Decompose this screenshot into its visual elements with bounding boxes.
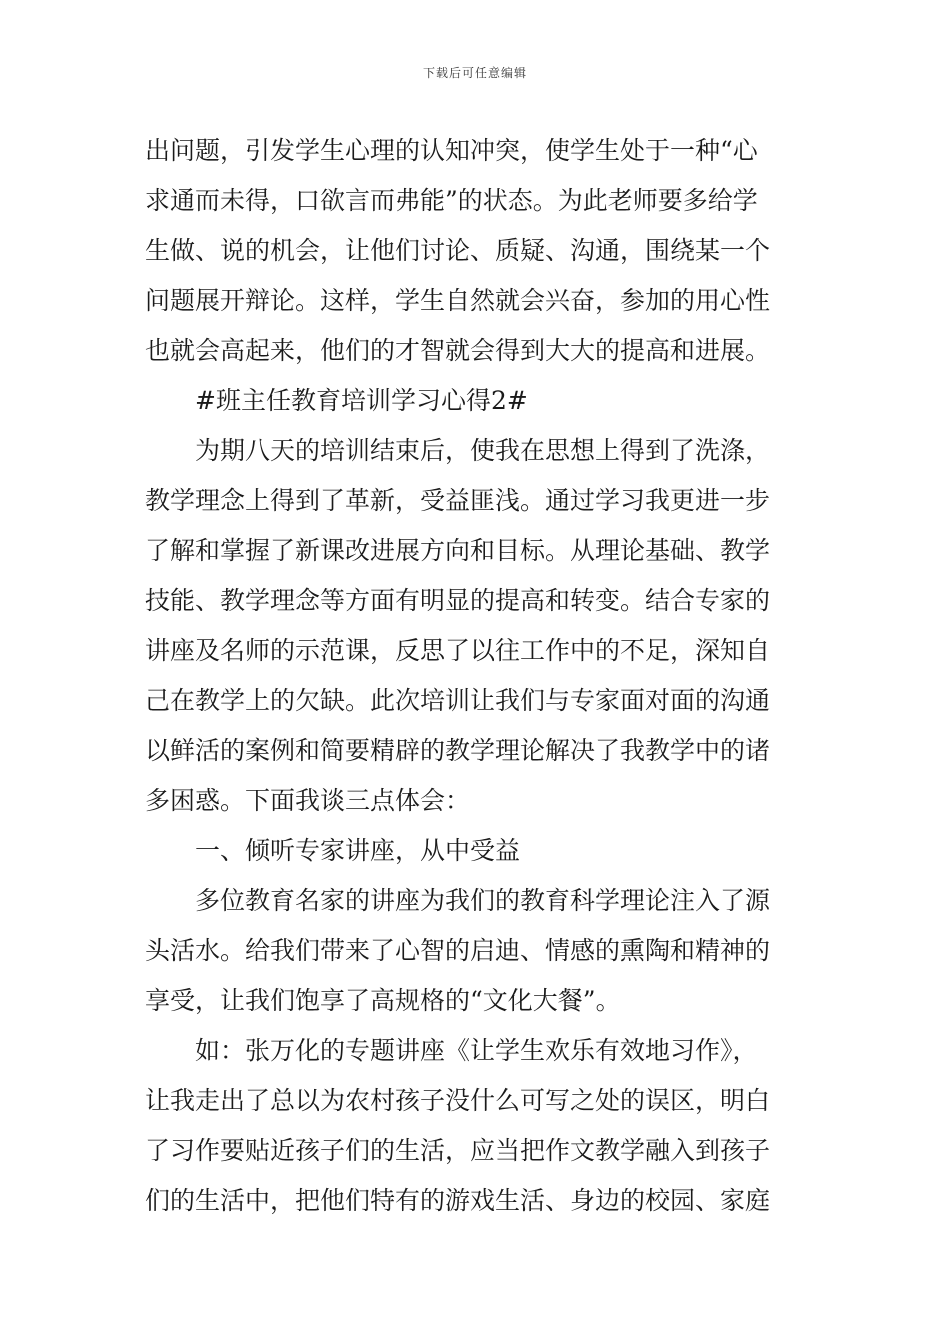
text-line: 为期八天的培训结束后，使我在思想上得到了洗涤， bbox=[195, 436, 771, 465]
text-line: 问题展开辩论。这样，学生自然就会兴奋，参加的用心性 bbox=[145, 286, 771, 315]
text-line: 们的生活中，把他们特有的游戏生活、身边的校园、家庭 bbox=[145, 1186, 771, 1215]
text-line: 了习作要贴近孩子们的生活，应当把作文教学融入到孩子 bbox=[145, 1136, 771, 1165]
subheading: 一、倾听专家讲座，从中受益 bbox=[195, 836, 521, 865]
text-line: 讲座及名师的示范课，反思了以往工作中的不足，深知自 bbox=[145, 636, 771, 665]
text-line: 头活水。给我们带来了心智的启迪、情感的熏陶和精神的 bbox=[145, 936, 771, 965]
text-line: 也就会高起来，他们的才智就会得到大大的提高和进展。 bbox=[145, 336, 771, 365]
document-body bbox=[145, 126, 810, 1226]
text-line: 如：张万化的专题讲座《让学生欢乐有效地习作》， bbox=[195, 1036, 758, 1065]
text-line: 出问题，引发学生心理的认知冲突，使学生处于一种“心 bbox=[145, 136, 758, 165]
text-line: 生做、说的机会，让他们讨论、质疑、沟通，围绕某一个 bbox=[145, 236, 771, 265]
text-line: 己在教学上的欠缺。此次培训让我们与专家面对面的沟通 bbox=[145, 686, 771, 715]
section-heading: #班主任教育培训学习心得2# bbox=[195, 386, 528, 415]
page-header: 下载后可任意编辑 bbox=[422, 66, 527, 80]
text-line: 让我走出了总以为农村孩子没什么可写之处的误区，明白 bbox=[145, 1086, 771, 1115]
text-line: 技能、教学理念等方面有明显的提高和转变。结合专家的 bbox=[145, 586, 771, 615]
text-line: 享受，让我们饱享了高规格的“文化大餐”。 bbox=[145, 986, 621, 1015]
text-line: 多位教育名家的讲座为我们的教育科学理论注入了源 bbox=[195, 886, 771, 915]
text-line: 多困惑。下面我谈三点体会： bbox=[145, 786, 471, 815]
text-line: 以鲜活的案例和简要精辟的教学理论解决了我教学中的诸 bbox=[145, 736, 771, 765]
text-line: 求通而未得，口欲言而弗能”的状态。为此老师要多给学 bbox=[145, 186, 758, 215]
text-line: 了解和掌握了新课改进展方向和目标。从理论基础、教学 bbox=[145, 536, 771, 565]
text-line: 教学理念上得到了革新，受益匪浅。通过学习我更进一步 bbox=[145, 486, 771, 515]
